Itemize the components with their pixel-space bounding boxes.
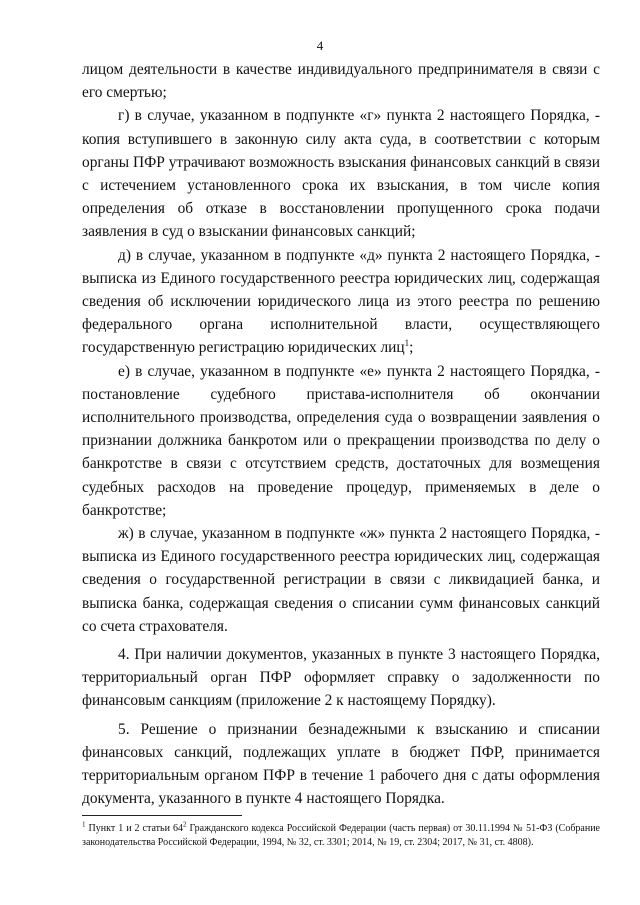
document-body xyxy=(82,58,600,811)
footnote-marker: 1 xyxy=(82,820,86,829)
paragraph-d xyxy=(82,244,600,360)
paragraph-d-text: д) в случае, указанном в подпункте «д» пункта 2 настоящего Порядка, - выписка из Единого государственного реестра юридических лиц, содержащая сведения об исключении юридического лица из этого реестра по решению федерального органа исполнительной власти, осуществляющего государственную регистрацию юридических лиц xyxy=(82,246,600,357)
footnote-text-start: Пункт 1 и 2 статьи 64 xyxy=(88,823,183,834)
paragraph-e: е) в случае, указанном в подпункте «е» пункта 2 настоящего Порядка, - постановление судебного пристава-исполнителя об окончании исполнительного производства, определения суда о возвращении заявления о признании должника банкротом или о прекращении производства по делу о банкротстве в связи с отсутствием средств, достаточных для возмещения судебных расходов на проведение процедур, применяемых в деле о банкротстве; xyxy=(82,362,600,519)
paragraph-zh: ж) в случае, указанном в подпункте «ж» пункта 2 настоящего Порядка, - выписка из Единого государственного реестра юридических лиц, содержащая сведения о государственной регистрации в связи с ликвидацией банка, и выписка банка, содержащая сведения о списании сумм финансовых санкций со счета страхователя. xyxy=(82,525,600,635)
paragraph-4: 4. При наличии документов, указанных в пункте 3 настоящего Порядка, территориальный орган ПФР оформляет справку о задолженности по финансовым санкциям (приложение 2 к настоящему Порядку). xyxy=(82,646,600,710)
footnote-divider xyxy=(82,815,242,816)
footnote-reference: 1 xyxy=(404,338,410,349)
footnote-article-superscript: 2 xyxy=(182,820,187,829)
page-number: 4 xyxy=(316,38,324,53)
paragraph-5: 5. Решение о признании безнадежными к взысканию и списании финансовых санкций, подлежащих уплате в бюджет ПФР, принимается территориальным органом ПФР в течение 1 рабочего дня с даты оформления документа, указанного в пункте 4 настоящего Порядка. xyxy=(82,720,600,808)
footnote xyxy=(82,822,600,850)
paragraph-g: г) в случае, указанном в подпункте «г» пункта 2 настоящего Порядка, - копия вступившего в законную силу акта суда, в соответствии с которым органы ПФР утрачивают возможность взыскания финансовых санкций в связи с истечением установленного срока их взыскания, в том числе копия определения об отказе в восстановлении пропущенного срока подачи заявления в суд о взыскании финансовых санкций; xyxy=(82,107,600,241)
footnote-text-end: Гражданского кодекса Российской Федерации (часть первая) от 30.11.1994 № 51-ФЗ (Собрание законодательства Российской Федерации, 1994, № 32, ст. 3301; 2014, № 19, ст. 2304; 2017, № 31, ст. 4808). xyxy=(82,823,600,848)
paragraph-continuation: лицом деятельности в качестве индивидуального предпринимателя в связи с его смертью; xyxy=(82,61,600,102)
paragraph-d-tail: ; xyxy=(409,339,414,357)
